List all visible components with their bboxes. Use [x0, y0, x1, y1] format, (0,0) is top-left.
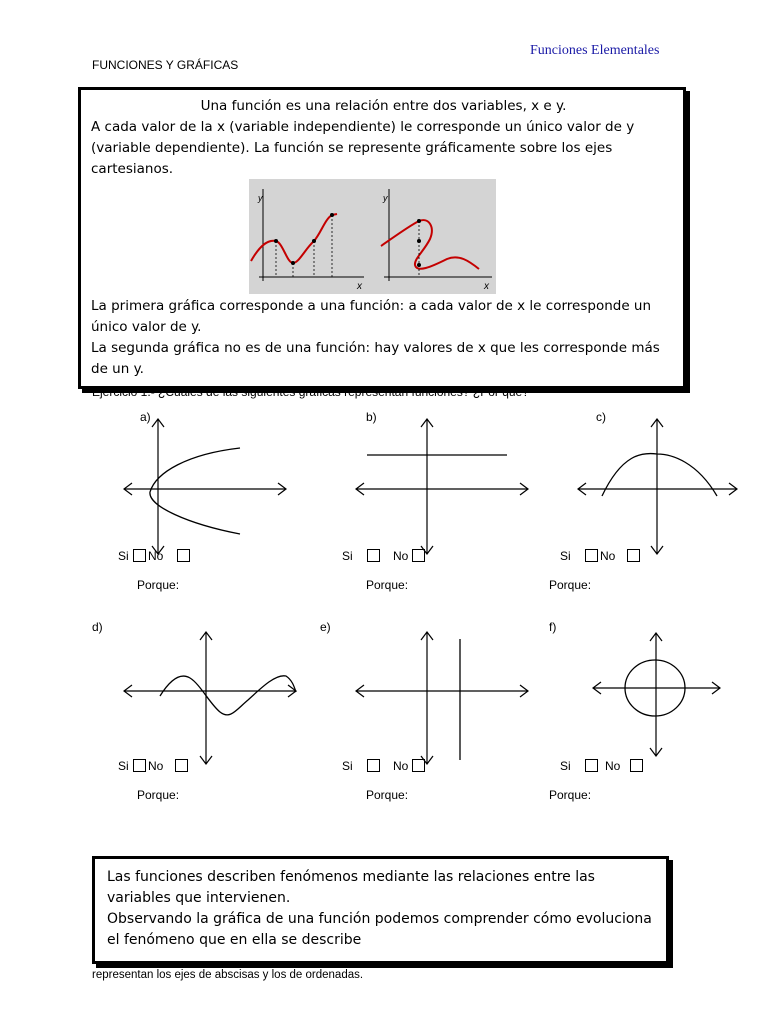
graph-d [118, 624, 303, 769]
no-label: No [148, 759, 164, 773]
graph-a-label: a) [140, 410, 151, 424]
graph-d-answer [118, 759, 188, 773]
graph-c [572, 414, 742, 559]
si-label: Si [560, 759, 571, 773]
definition-paragraph: A cada valor de la x (variable independiente) le corresponde un único valor de y (variable dependiente). La función se represente gráficamente sobre los ejes cartesianos. [91, 119, 635, 177]
summary-paragraph-1: Las funciones describen fenómenos mediante las relaciones entre las variables que intervienen. [107, 869, 595, 906]
graph-a-porque: Porque: [137, 578, 180, 592]
graph-a-answer [118, 549, 190, 563]
graph-b-porque: Porque: [366, 578, 409, 592]
left-x-axis-label: x [357, 281, 362, 292]
definition-box [78, 87, 686, 389]
graph-f-answer [560, 759, 643, 773]
right-x-axis-label: x [484, 281, 489, 292]
graph-e-porque: Porque: [366, 788, 409, 802]
exercise-title: Ejercicio 1.- ¿Cuáles de las siguientes gráficas representan funciones? ¿Por qué? [92, 385, 529, 399]
first-graph-explanation: La primera gráfica corresponde a una función: a cada valor de x le corresponde un único valor de y. [91, 298, 652, 335]
graph-e-label: e) [320, 620, 331, 634]
graph-e [350, 624, 535, 769]
no-label: No [605, 759, 621, 773]
si-label: Si [342, 549, 353, 563]
graph-c-porque: Porque: [549, 578, 592, 592]
graph-f-label: f) [549, 620, 557, 634]
graph-a [118, 414, 293, 559]
graph-f [590, 630, 725, 760]
no-checkbox[interactable] [627, 549, 640, 562]
no-checkbox[interactable] [175, 759, 188, 772]
si-checkbox[interactable] [133, 549, 146, 562]
document-subject-title: Funciones Elementales [530, 43, 660, 58]
si-checkbox[interactable] [367, 759, 380, 772]
si-label: Si [118, 759, 129, 773]
si-checkbox[interactable] [585, 549, 598, 562]
no-checkbox[interactable] [630, 759, 643, 772]
left-y-axis-label: y [258, 193, 263, 203]
no-label: No [600, 549, 616, 563]
no-checkbox[interactable] [412, 549, 425, 562]
graph-b-answer [342, 549, 425, 563]
si-label: Si [342, 759, 353, 773]
definition-line: Una función es una relación entre dos variables, x e y. [200, 98, 567, 114]
graph-f-porque: Porque: [549, 788, 592, 802]
graph-c-label: c) [596, 410, 606, 424]
si-label: Si [118, 549, 129, 563]
function-vs-nonfunction-graphs [249, 179, 496, 294]
function-example-figure [249, 179, 496, 294]
summary-paragraph-2: Observando la gráfica de una función podemos comprender cómo evoluciona el fenómeno que en ella se describe [107, 911, 652, 948]
graph-e-answer [342, 759, 425, 773]
si-checkbox[interactable] [367, 549, 380, 562]
no-label: No [393, 759, 409, 773]
right-y-axis-label: y [383, 193, 388, 203]
no-label: No [148, 549, 164, 563]
si-label: Si [560, 549, 571, 563]
second-graph-explanation: La segunda gráfica no es de una función: hay valores de x que les corresponde más de un y. [91, 340, 660, 377]
no-checkbox[interactable] [177, 549, 190, 562]
si-checkbox[interactable] [585, 759, 598, 772]
footer-text: representan los ejes de abscisas y los de ordenadas. [92, 969, 364, 981]
si-checkbox[interactable] [133, 759, 146, 772]
no-label: No [393, 549, 409, 563]
graph-d-porque: Porque: [137, 788, 180, 802]
graph-b [350, 414, 535, 559]
graph-d-label: d) [92, 620, 103, 634]
graph-b-label: b) [366, 410, 377, 424]
graph-c-answer [560, 549, 640, 563]
summary-box [92, 856, 669, 964]
document-section-title: FUNCIONES Y GRÁFICAS [92, 58, 239, 72]
no-checkbox[interactable] [412, 759, 425, 772]
